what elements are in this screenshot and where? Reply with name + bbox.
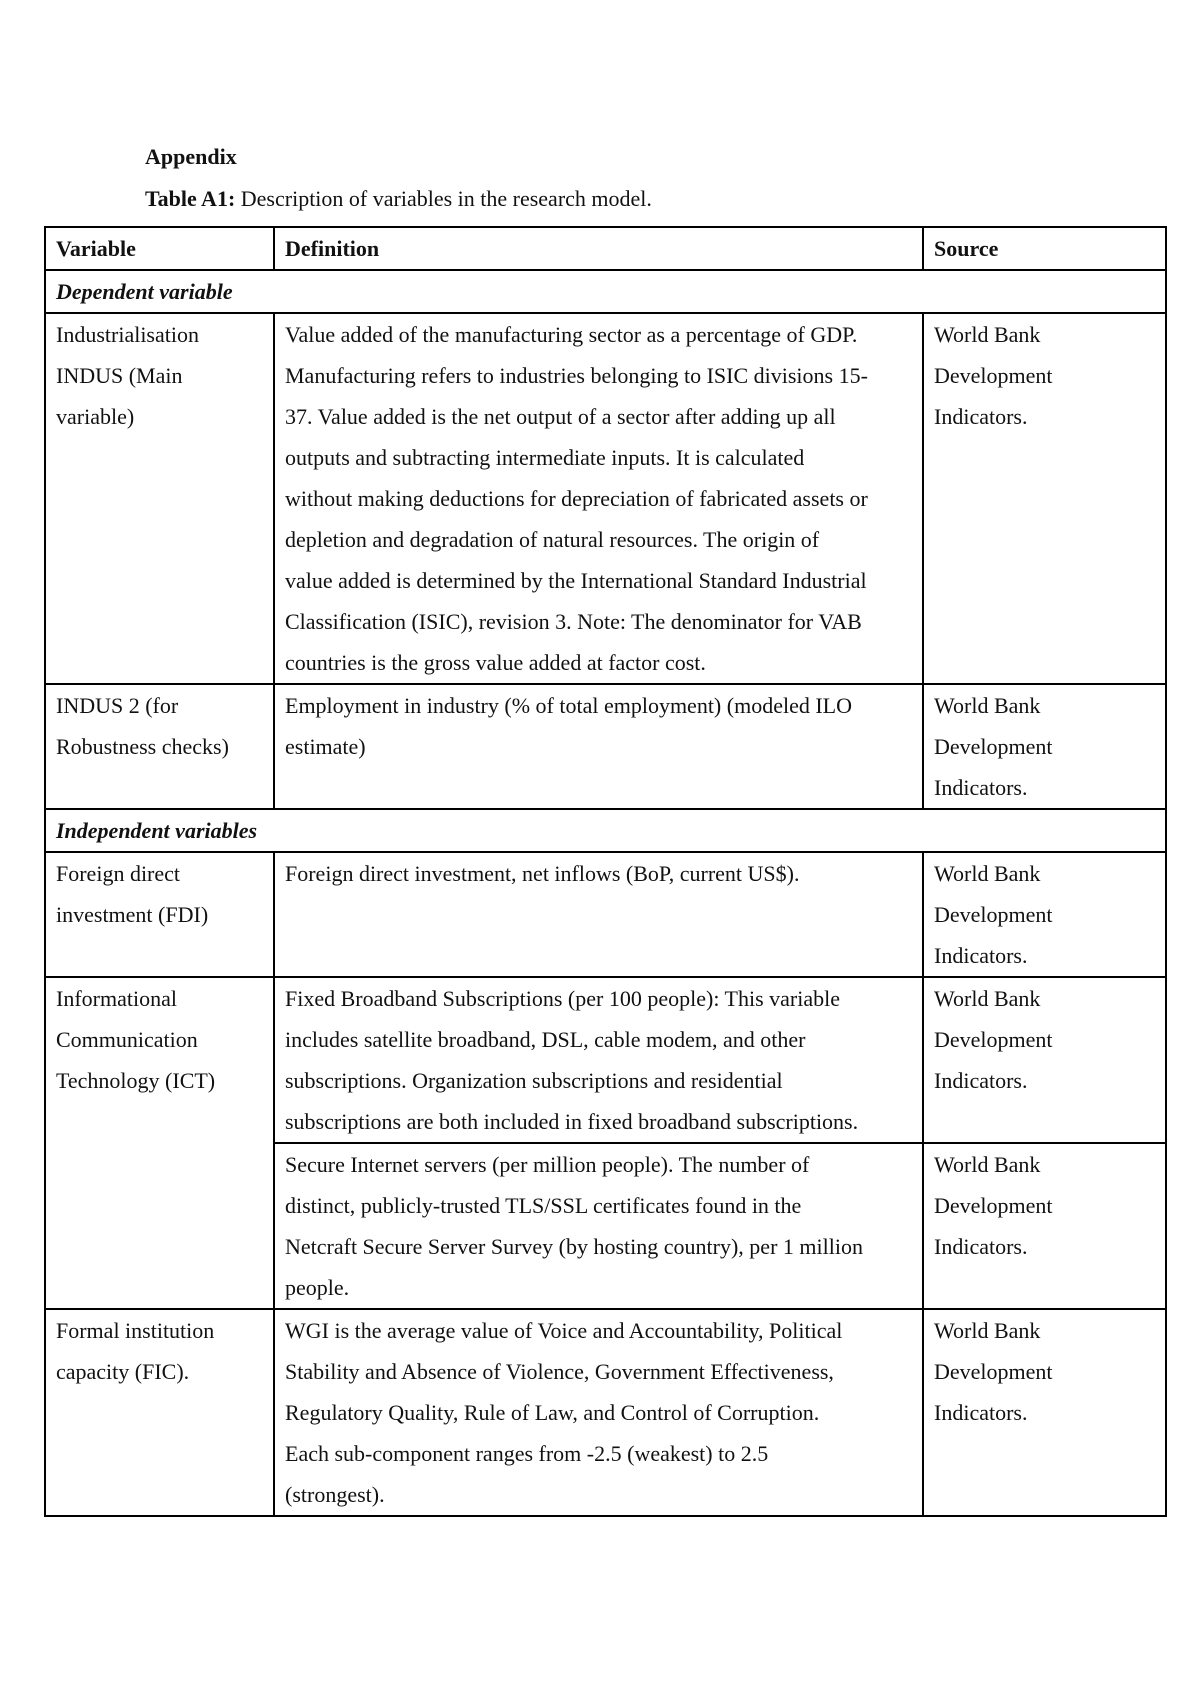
definition-cell: Secure Internet servers (per million people). The number of distinct, publicly-trusted TLS/SSL certificates found in the Netcraft Secure Server Survey (by hosting country), per 1 million people. — [274, 1143, 923, 1309]
header-definition: Definition — [274, 227, 923, 270]
table-row — [45, 313, 1166, 684]
definition-cell: Foreign direct investment, net inflows (BoP, current US$). — [274, 852, 923, 977]
appendix-heading: Appendix — [145, 144, 237, 169]
section-title: Independent variables — [45, 809, 1166, 852]
table-caption-label: Table A1: — [145, 186, 236, 211]
header-source: Source — [923, 227, 1166, 270]
table-row — [45, 977, 1166, 1143]
source-cell: World Bank Development Indicators. — [923, 977, 1166, 1143]
table-row — [45, 1309, 1166, 1516]
table-row — [45, 852, 1166, 977]
section-row-independent — [45, 809, 1166, 852]
section-row-dependent — [45, 270, 1166, 313]
variable-cell: Industrialisation INDUS (Main variable) — [45, 313, 274, 684]
variable-cell: Foreign direct investment (FDI) — [45, 852, 274, 977]
source-cell: World Bank Development Indicators. — [923, 313, 1166, 684]
source-cell: World Bank Development Indicators. — [923, 684, 1166, 809]
variables-table — [44, 226, 1167, 1517]
header-variable: Variable — [45, 227, 274, 270]
source-cell: World Bank Development Indicators. — [923, 1143, 1166, 1309]
variable-cell: Informational Communication Technology (ICT) — [45, 977, 274, 1309]
definition-cell: Employment in industry (% of total employment) (modeled ILO estimate) — [274, 684, 923, 809]
variable-cell: Formal institution capacity (FIC). — [45, 1309, 274, 1516]
table-header-row — [45, 227, 1166, 270]
definition-cell: Fixed Broadband Subscriptions (per 100 people): This variable includes satellite broadband, DSL, cable modem, and other subscriptions. Organization subscriptions and residential subscriptions are both included in fixed broadband subscriptions. — [274, 977, 923, 1143]
variable-cell: INDUS 2 (for Robustness checks) — [45, 684, 274, 809]
table-row — [45, 684, 1166, 809]
source-cell: World Bank Development Indicators. — [923, 1309, 1166, 1516]
source-cell: World Bank Development Indicators. — [923, 852, 1166, 977]
table-caption-text: Description of variables in the research model. — [235, 186, 652, 211]
definition-cell: Value added of the manufacturing sector as a percentage of GDP. Manufacturing refers to industries belonging to ISIC divisions 15- 37. Value added is the net output of a sector after adding up all outputs and subtracting intermediate inputs. It is calculated without making deductions for depreciation of fabricated assets or depletion and degradation of natural resources. The origin of value added is determined by the International Standard Industrial Classification (ISIC), revision 3. Note: The denominator for VAB countries is the gross value added at factor cost. — [274, 313, 923, 684]
definition-cell: WGI is the average value of Voice and Accountability, Political Stability and Absence of Violence, Government Effectiveness, Regulatory Quality, Rule of Law, and Control of Corruption. Each sub-component ranges from -2.5 (weakest) to 2.5 (strongest). — [274, 1309, 923, 1516]
section-title: Dependent variable — [45, 270, 1166, 313]
table-caption — [145, 186, 652, 212]
